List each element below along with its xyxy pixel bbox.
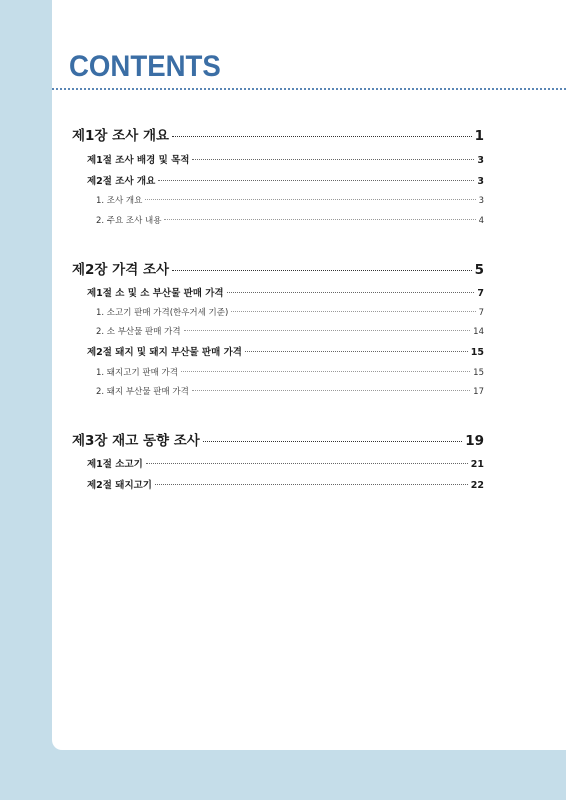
toc-page-number: 15 bbox=[470, 347, 484, 358]
dot-leader bbox=[203, 441, 462, 442]
toc-page-number: 1 bbox=[474, 128, 484, 144]
toc-item[interactable] bbox=[96, 366, 484, 378]
dot-leader bbox=[145, 199, 475, 200]
toc-item-label: 1. 돼지고기 판매 가격 bbox=[96, 368, 178, 378]
dot-leader bbox=[158, 180, 474, 181]
dot-leader bbox=[172, 136, 472, 137]
dot-leader bbox=[192, 159, 474, 160]
toc-section[interactable] bbox=[87, 152, 484, 166]
dot-leader bbox=[164, 219, 475, 220]
toc-section[interactable] bbox=[87, 173, 484, 187]
dot-leader bbox=[231, 311, 475, 312]
toc-item[interactable] bbox=[96, 306, 484, 318]
dot-leader bbox=[146, 463, 468, 464]
toc-page-number: 3 bbox=[477, 155, 484, 166]
dot-leader bbox=[227, 292, 475, 293]
dot-leader bbox=[172, 270, 472, 271]
toc-page-number: 17 bbox=[473, 387, 484, 397]
toc-item-label: 2. 주요 조사 내용 bbox=[96, 216, 162, 226]
title-divider bbox=[52, 88, 566, 90]
dot-leader bbox=[192, 390, 470, 391]
toc-item[interactable] bbox=[96, 325, 484, 337]
dot-leader bbox=[155, 484, 468, 485]
toc-chapter-label: 제3장 재고 동향 조사 bbox=[72, 433, 200, 449]
toc-item-label: 1. 소고기 판매 가격(한우거세 기준) bbox=[96, 308, 229, 318]
toc-page-number: 4 bbox=[478, 216, 484, 226]
toc-chapter-label: 제2장 가격 조사 bbox=[72, 262, 170, 278]
toc-item[interactable] bbox=[96, 385, 484, 397]
toc-chapter-1[interactable] bbox=[72, 124, 484, 144]
dot-leader bbox=[184, 330, 471, 331]
toc-chapter-3[interactable] bbox=[72, 429, 484, 449]
page-title: CONTENTS bbox=[69, 50, 221, 83]
toc-section-label: 제2절 돼지고기 bbox=[87, 480, 152, 491]
toc-page-number: 14 bbox=[473, 327, 484, 337]
toc-page-number: 7 bbox=[478, 308, 484, 318]
toc-section-label: 제1절 소 및 소 부산물 판매 가격 bbox=[87, 288, 224, 299]
toc-section[interactable] bbox=[87, 285, 484, 299]
toc-item-label: 1. 조사 개요 bbox=[96, 196, 143, 206]
toc-section[interactable] bbox=[87, 477, 484, 491]
toc-chapter-2[interactable] bbox=[72, 258, 484, 278]
contents-page bbox=[52, 0, 566, 750]
dot-leader bbox=[245, 351, 468, 352]
dot-leader bbox=[181, 371, 470, 372]
toc-section[interactable] bbox=[87, 456, 484, 470]
toc-section-label: 제1절 소고기 bbox=[87, 459, 143, 470]
toc-page-number: 7 bbox=[477, 288, 484, 299]
toc-page-number: 3 bbox=[477, 176, 484, 187]
toc-section[interactable] bbox=[87, 344, 484, 358]
toc-page-number: 19 bbox=[465, 433, 484, 449]
toc-section-label: 제2절 돼지 및 돼지 부산물 판매 가격 bbox=[87, 347, 242, 358]
toc-page-number: 5 bbox=[474, 262, 484, 278]
toc-page-number: 22 bbox=[470, 480, 484, 491]
toc-item-label: 2. 돼지 부산물 판매 가격 bbox=[96, 387, 189, 397]
toc-chapter-label: 제1장 조사 개요 bbox=[72, 128, 170, 144]
toc-page-number: 15 bbox=[473, 368, 484, 378]
toc-item-label: 2. 소 부산물 판매 가격 bbox=[96, 327, 181, 337]
toc-page-number: 3 bbox=[478, 196, 484, 206]
toc-item[interactable] bbox=[96, 194, 484, 206]
toc-section-label: 제1절 조사 배경 및 목적 bbox=[87, 155, 190, 166]
toc-item[interactable] bbox=[96, 214, 484, 226]
toc-section-label: 제2절 조사 개요 bbox=[87, 176, 156, 187]
toc-page-number: 21 bbox=[470, 459, 484, 470]
